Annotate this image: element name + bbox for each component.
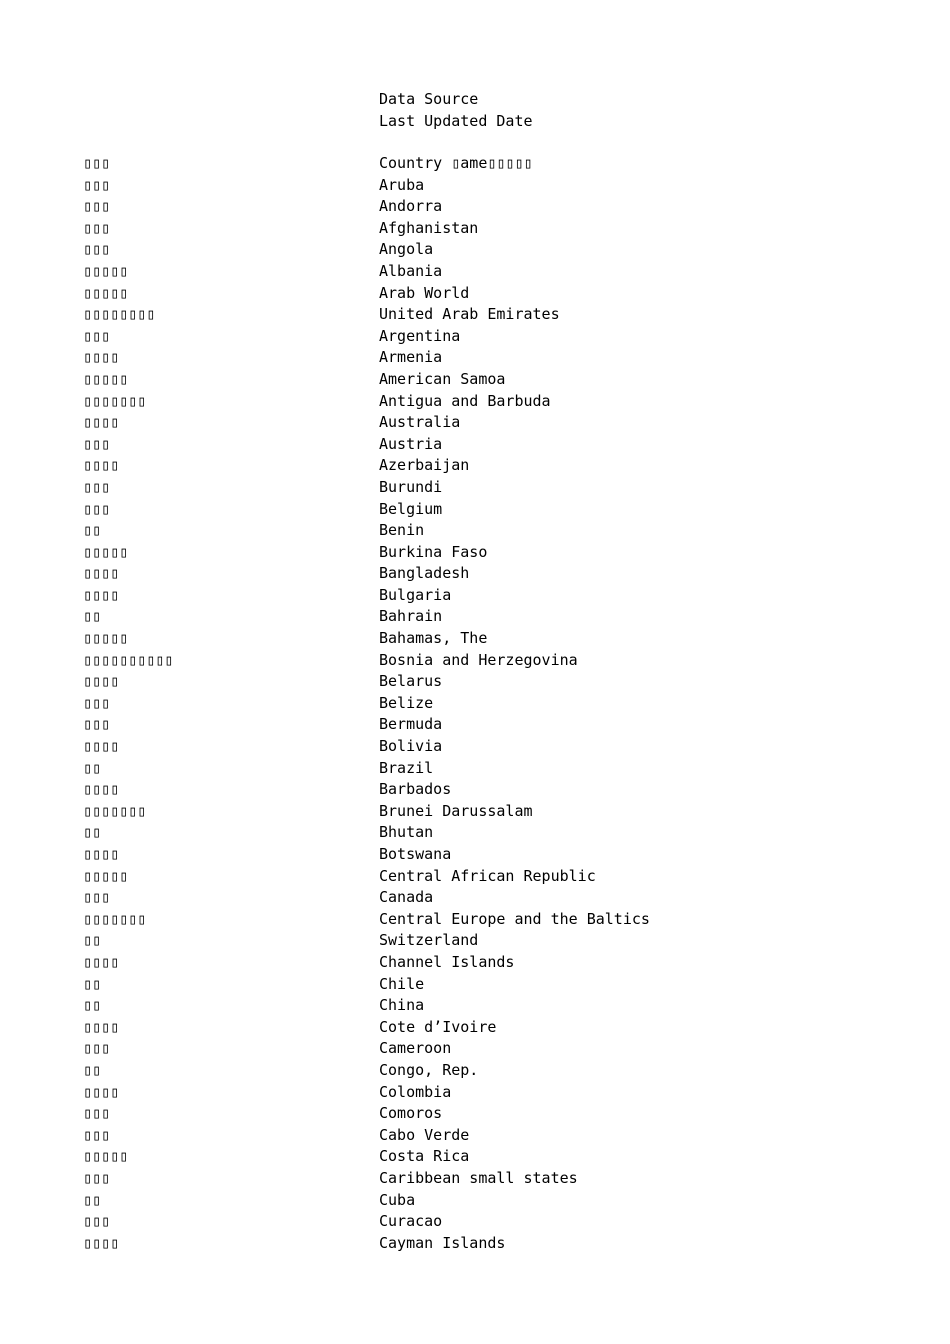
chinese-name-cell: ▯▯▯	[83, 197, 111, 216]
table-row	[83, 369, 883, 391]
country-name-cell: Bhutan	[379, 823, 434, 842]
chinese-name-cell: ▯▯▯▯	[83, 564, 120, 583]
chinese-name-cell: ▯▯▯▯	[83, 845, 120, 863]
country-name-cell: Burundi	[379, 477, 443, 496]
table-row	[83, 1103, 883, 1125]
country-name-cell: Antigua and Barbuda	[379, 391, 551, 410]
document-header	[379, 89, 533, 132]
country-name-cell: Cote d’Ivoire	[379, 1017, 497, 1036]
chinese-name-cell: ▯▯▯▯	[83, 413, 120, 432]
table-row	[83, 1082, 883, 1104]
country-name-cell: Canada	[379, 888, 434, 907]
chinese-name-cell: ▯▯▯	[83, 715, 111, 734]
table-row	[83, 1038, 883, 1060]
country-name-cell: Country ▯ame▯▯▯▯▯	[379, 154, 533, 172]
chinese-name-cell: ▯▯	[83, 996, 102, 1015]
chinese-name-cell: ▯▯▯	[83, 693, 111, 712]
chinese-name-cell: ▯▯▯	[83, 1168, 111, 1187]
country-name-cell: Central African Republic	[379, 866, 596, 885]
table-row	[83, 1125, 883, 1147]
chinese-name-cell: ▯▯▯▯▯▯▯	[83, 391, 147, 410]
country-name-cell: Austria	[379, 434, 443, 453]
chinese-name-cell: ▯▯▯▯	[83, 780, 120, 799]
country-name-cell: Belarus	[379, 672, 443, 691]
country-name-cell: Armenia	[379, 348, 443, 367]
table-row	[83, 542, 883, 564]
chinese-name-cell: ▯▯▯▯▯	[83, 542, 129, 561]
table-row	[83, 455, 883, 477]
country-name-cell: Congo, Rep.	[379, 1060, 479, 1079]
chinese-name-cell: ▯▯	[83, 1190, 102, 1209]
table-row	[83, 693, 883, 715]
table-row	[83, 326, 883, 348]
chinese-name-cell: ▯▯▯▯	[83, 348, 120, 367]
table-row	[83, 671, 883, 693]
country-name-cell: Brazil	[379, 758, 434, 777]
country-name-cell: Bolivia	[379, 737, 443, 756]
chinese-name-cell: ▯▯▯▯	[83, 737, 120, 756]
chinese-name-cell: ▯▯▯	[83, 888, 111, 907]
table-row	[83, 1190, 883, 1212]
table-row	[83, 1211, 883, 1233]
country-name-cell: Belize	[379, 693, 434, 712]
country-name-cell: Cameroon	[379, 1039, 452, 1058]
chinese-name-cell: ▯▯▯▯▯▯▯▯	[83, 305, 156, 324]
chinese-name-cell: ▯▯	[83, 758, 102, 777]
chinese-name-cell: ▯▯▯	[83, 240, 111, 259]
table-row	[83, 650, 883, 672]
chinese-name-cell: ▯▯▯	[83, 434, 111, 453]
table-row	[83, 563, 883, 585]
table-row	[83, 261, 883, 283]
table-row	[83, 822, 883, 844]
chinese-name-cell: ▯▯	[83, 521, 102, 540]
chinese-name-cell: ▯▯▯	[83, 477, 111, 496]
country-name-cell: Cabo Verde	[379, 1125, 470, 1144]
country-name-cell: Bahrain	[379, 607, 443, 626]
table-row	[83, 520, 883, 542]
country-name-cell: Bosnia and Herzegovina	[379, 650, 578, 669]
chinese-name-cell: ▯▯	[83, 1060, 102, 1079]
country-table	[83, 153, 883, 1254]
country-name-cell: Angola	[379, 240, 434, 259]
table-row	[83, 758, 883, 780]
country-name-cell: Bulgaria	[379, 585, 452, 604]
table-row	[83, 434, 883, 456]
table-row	[83, 283, 883, 305]
table-row	[83, 1168, 883, 1190]
country-name-cell: Bermuda	[379, 715, 443, 734]
chinese-name-cell: ▯▯▯▯	[83, 1082, 120, 1101]
table-row	[83, 499, 883, 521]
table-row	[83, 412, 883, 434]
country-name-cell: Comoros	[379, 1104, 443, 1123]
chinese-name-cell: ▯▯▯▯▯	[83, 866, 129, 885]
chinese-name-cell: ▯▯▯	[83, 1212, 111, 1231]
last-updated-label: Last Updated Date	[379, 111, 533, 130]
table-row	[83, 628, 883, 650]
table-row	[83, 1060, 883, 1082]
table-row	[83, 736, 883, 758]
table-row	[83, 606, 883, 628]
chinese-name-cell: ▯▯▯▯	[83, 1017, 120, 1036]
chinese-name-cell: ▯▯▯▯	[83, 585, 120, 604]
country-name-cell: Andorra	[379, 197, 443, 216]
chinese-name-cell: ▯▯▯	[83, 218, 111, 237]
country-name-cell: Botswana	[379, 845, 452, 863]
chinese-name-cell: ▯▯▯▯▯	[83, 1147, 129, 1166]
country-name-cell: Albania	[379, 261, 443, 280]
country-name-cell: China	[379, 996, 425, 1015]
table-row	[83, 844, 883, 866]
country-name-cell: Azerbaijan	[379, 456, 470, 475]
chinese-name-cell: ▯▯▯▯	[83, 672, 120, 691]
country-name-cell: Costa Rica	[379, 1147, 470, 1166]
table-row	[83, 974, 883, 996]
chinese-name-cell: ▯▯▯	[83, 499, 111, 518]
country-name-cell: Cuba	[379, 1190, 416, 1209]
chinese-name-cell: ▯▯▯	[83, 326, 111, 345]
chinese-name-cell: ▯▯▯▯▯	[83, 369, 129, 388]
chinese-name-cell: ▯▯▯	[83, 175, 111, 194]
country-name-cell: Central Europe and the Baltics	[379, 909, 650, 928]
chinese-name-cell: ▯▯▯▯▯	[83, 283, 129, 302]
country-name-cell: Curacao	[379, 1212, 443, 1231]
chinese-name-cell: ▯▯▯	[83, 1039, 111, 1058]
table-row	[83, 952, 883, 974]
table-row	[83, 477, 883, 499]
country-name-cell: Belgium	[379, 499, 443, 518]
country-name-cell: Colombia	[379, 1082, 452, 1101]
country-name-cell: Brunei Darussalam	[379, 801, 533, 820]
country-name-cell: Switzerland	[379, 931, 479, 950]
table-row	[83, 175, 883, 197]
country-name-cell: Caribbean small states	[379, 1168, 578, 1187]
chinese-name-cell: ▯▯	[83, 823, 102, 842]
country-name-cell: United Arab Emirates	[379, 305, 560, 324]
table-row	[83, 218, 883, 240]
chinese-name-cell: ▯▯	[83, 607, 102, 626]
country-name-cell: Aruba	[379, 175, 425, 194]
table-row	[83, 347, 883, 369]
data-source-label: Data Source	[379, 90, 479, 108]
country-name-cell: Chile	[379, 974, 425, 993]
country-name-cell: American Samoa	[379, 369, 506, 388]
table-row	[83, 779, 883, 801]
table-row	[83, 930, 883, 952]
chinese-name-cell: ▯▯▯▯	[83, 456, 120, 475]
chinese-name-cell: ▯▯	[83, 931, 102, 950]
chinese-name-cell: ▯▯▯▯	[83, 952, 120, 971]
country-name-cell: Benin	[379, 521, 425, 540]
table-row	[83, 887, 883, 909]
country-name-cell: Bahamas, The	[379, 629, 488, 648]
chinese-name-cell: ▯▯▯	[83, 1125, 111, 1144]
country-name-cell: Arab World	[379, 283, 470, 302]
table-row	[83, 196, 883, 218]
chinese-name-cell: ▯▯▯▯▯▯▯	[83, 801, 147, 820]
table-row	[83, 995, 883, 1017]
chinese-name-cell: ▯▯▯▯	[83, 1233, 120, 1252]
table-row	[83, 714, 883, 736]
country-name-cell: Argentina	[379, 326, 461, 345]
chinese-name-cell: ▯▯▯	[83, 154, 111, 172]
table-row	[83, 239, 883, 261]
chinese-name-cell: ▯▯	[83, 974, 102, 993]
table-row	[83, 153, 883, 175]
chinese-name-cell: ▯▯▯▯▯	[83, 261, 129, 280]
chinese-name-cell: ▯▯▯	[83, 1104, 111, 1123]
table-row	[83, 1146, 883, 1168]
table-row	[83, 585, 883, 607]
country-name-cell: Afghanistan	[379, 218, 479, 237]
table-row	[83, 391, 883, 413]
table-row	[83, 1017, 883, 1039]
table-row	[83, 801, 883, 823]
chinese-name-cell: ▯▯▯▯▯	[83, 629, 129, 648]
chinese-name-cell: ▯▯▯▯▯▯▯	[83, 909, 147, 928]
table-row	[83, 304, 883, 326]
country-name-cell: Barbados	[379, 780, 452, 799]
country-name-cell: Channel Islands	[379, 952, 515, 971]
country-name-cell: Cayman Islands	[379, 1233, 506, 1252]
table-row	[83, 866, 883, 888]
table-row	[83, 1233, 883, 1255]
country-name-cell: Burkina Faso	[379, 542, 488, 561]
chinese-name-cell: ▯▯▯▯▯▯▯▯▯▯	[83, 650, 174, 669]
country-name-cell: Australia	[379, 413, 461, 432]
country-name-cell: Bangladesh	[379, 564, 470, 583]
table-row	[83, 909, 883, 931]
